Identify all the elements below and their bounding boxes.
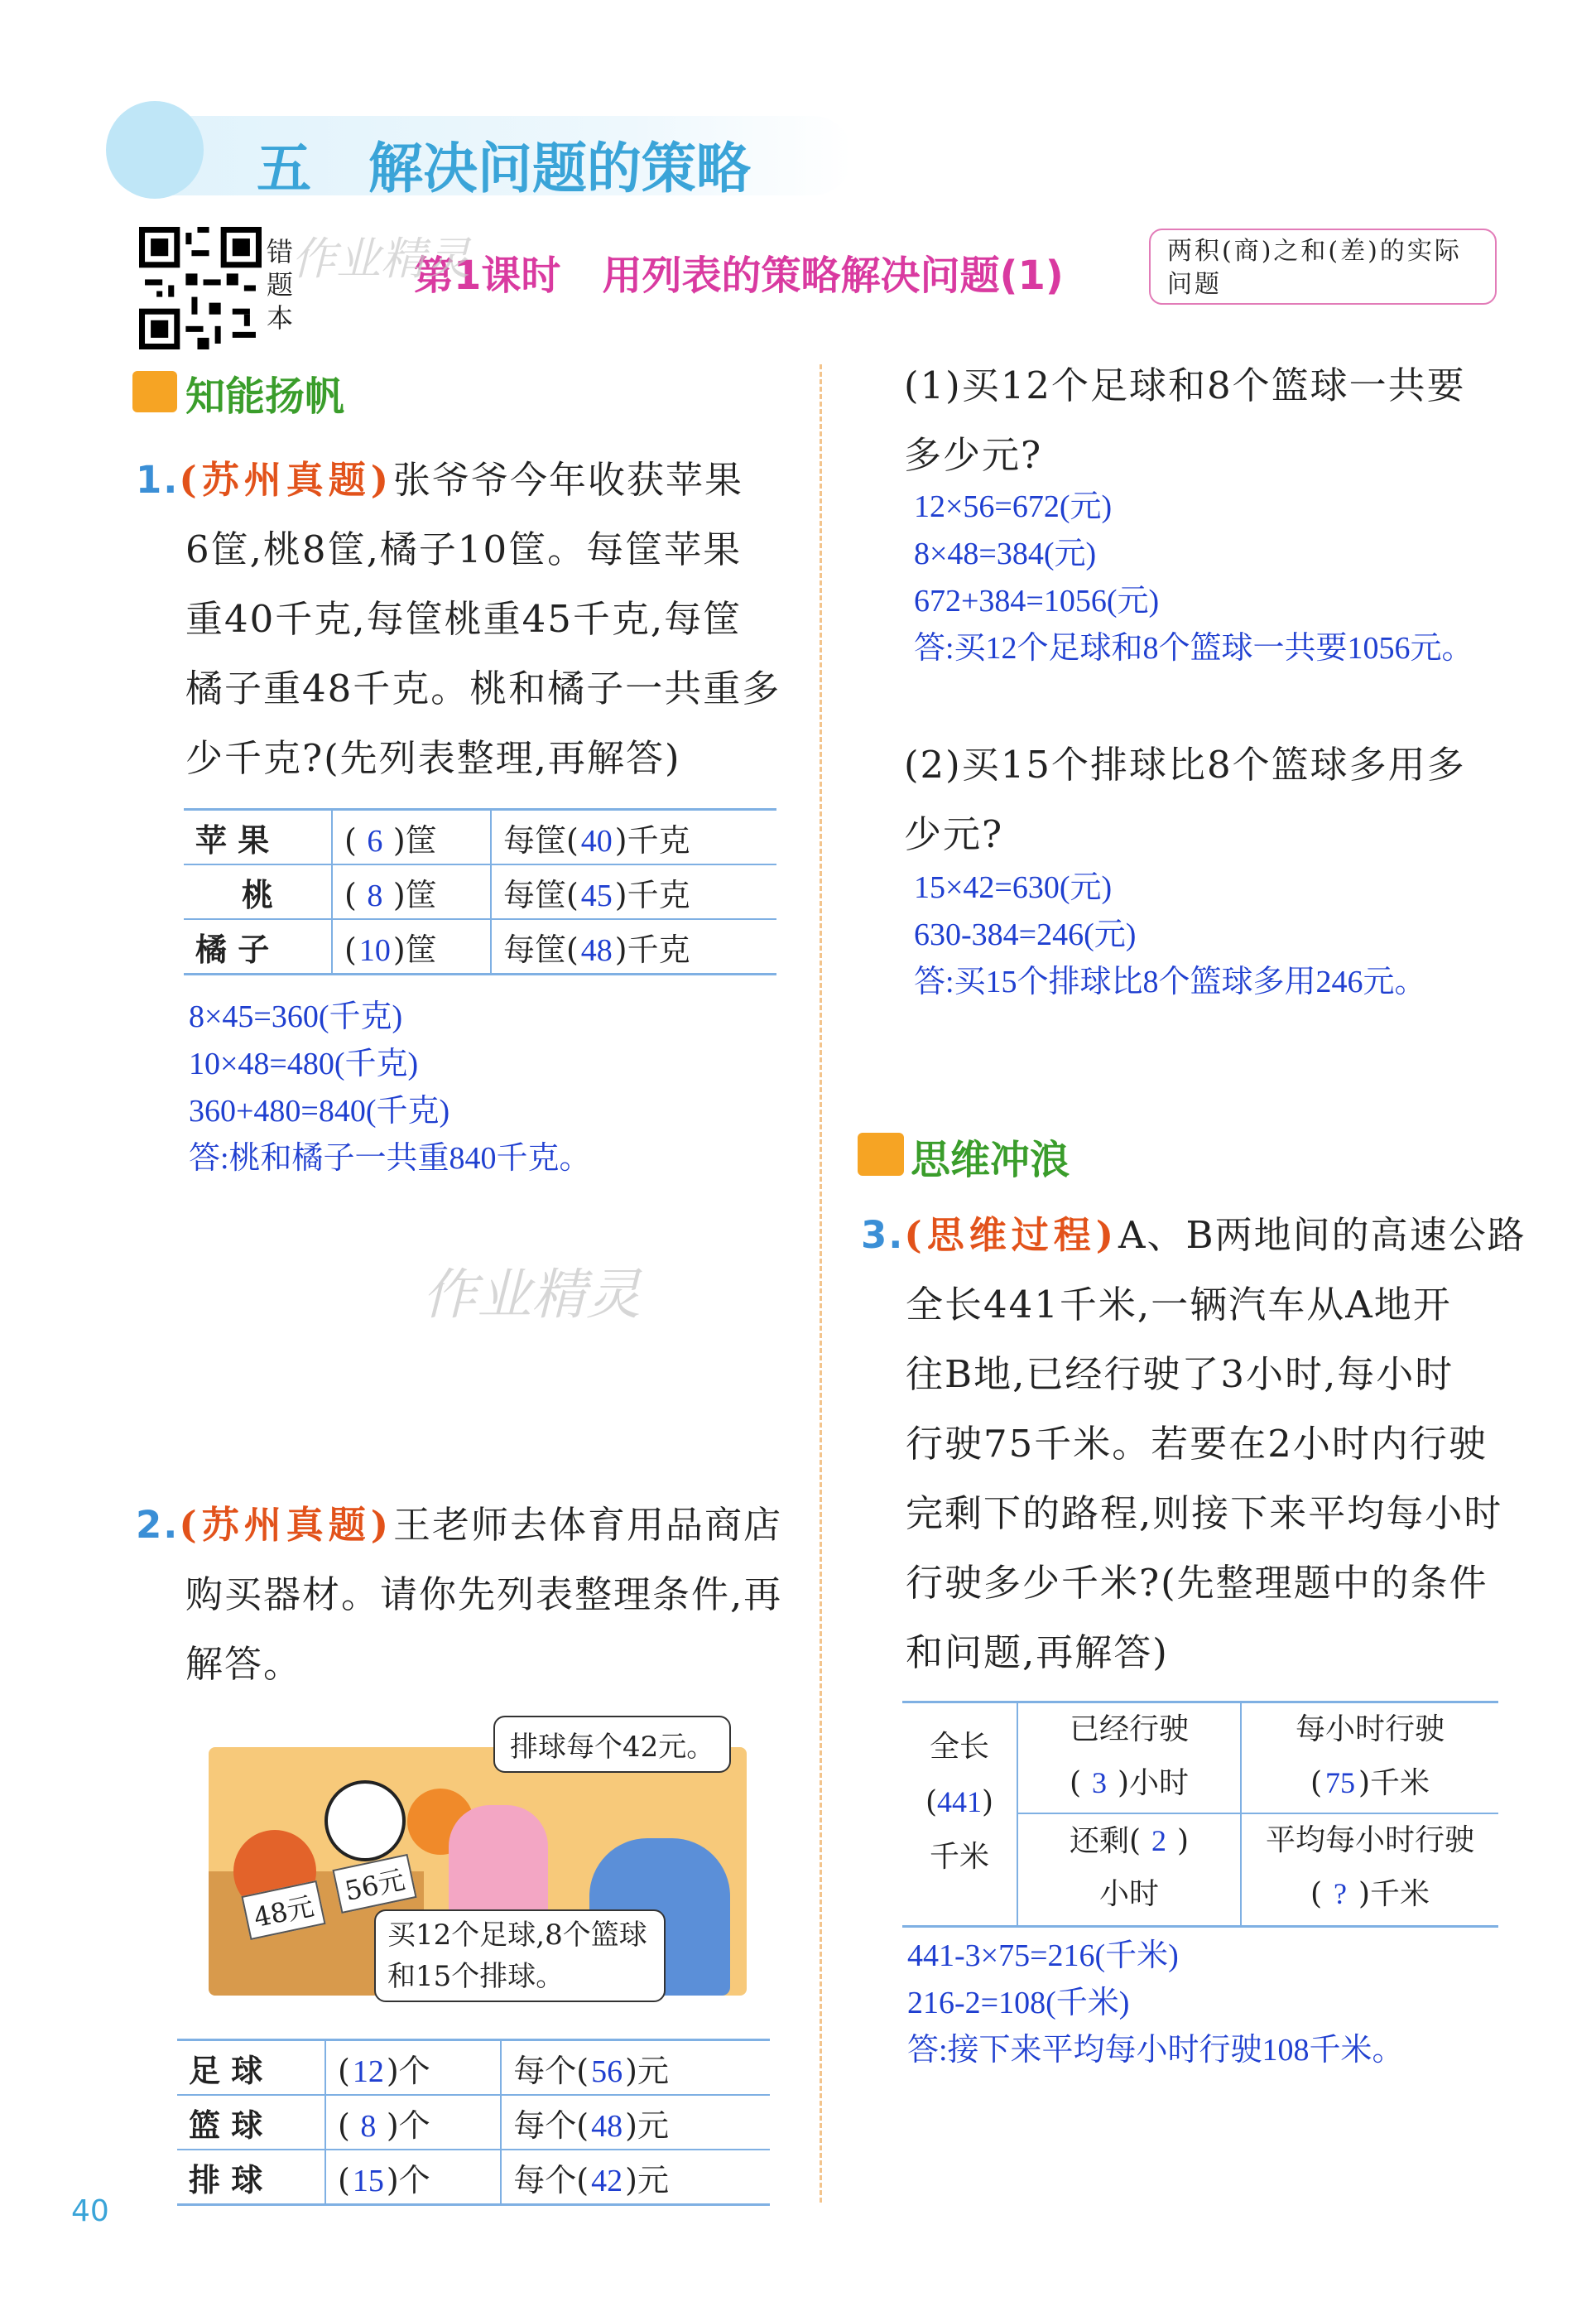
- q3-avg-cell: 平均每小时行驶 ( ? )千米: [1265, 1823, 1474, 1911]
- question-tag: (苏州真题): [179, 458, 393, 502]
- page-number: 40: [71, 2194, 109, 2228]
- section-icon-wave: [858, 1133, 904, 1176]
- football-icon: [324, 1780, 406, 1861]
- q2-part2: (2)买15个排球比8个篮球多用多 少元?: [904, 743, 1466, 856]
- lesson-title: 第1课时 用列表的策略解决问题(1): [414, 253, 1064, 299]
- table-row: 足 球 (12)个 每个(56)元: [177, 2040, 770, 2096]
- section-title-1: 知能扬帆: [185, 373, 345, 420]
- question-1: 1.(苏州真题)张爷爷今年收获苹果 6筐,桃8筐,橘子10筐。每筐苹果 重40千克,每筐桃重45千克,每筐 橘子重48千克。桃和橘子一共重多 少千克?(先列表整理,再解答): [136, 458, 781, 780]
- q3-answers: 441-3×75=216(千米) 216-2=108(千米) 答:接下来平均每小时行驶108千米。: [907, 1938, 1404, 2068]
- question-3: 3.(思维过程)A、B两地间的高速公路 全长441千米,一辆汽车从A地开 往B地,已经行驶了3小时,每小时 行驶75千米。若要在2小时内行驶 完剩下的路程,则接下来平均每小时 行驶多少千米?(先整理题中的条件 和问题,再解答): [861, 1213, 1526, 1674]
- q3-speed-cell: 每小时行驶 ( 75 )千米: [1242, 1703, 1498, 1814]
- price-tag-56: 56元: [332, 1854, 416, 1914]
- watermark-top: 作业精灵: [291, 233, 470, 285]
- qr-code-icon[interactable]: [139, 227, 262, 349]
- topic-note: 两积(商)之和(差)的实际问题: [1149, 229, 1497, 305]
- q3-remain-cell: 还剩( 2 ) 小时: [1018, 1814, 1242, 1925]
- unit-banner-circle: [106, 101, 204, 199]
- q2-part1-answers: 12×56=672(元) 8×48=384(元) 672+384=1056(元) 答:买12个足球和8个篮球一共要1056元。: [914, 489, 1473, 666]
- section-icon-sail: [132, 371, 177, 412]
- q2-table: [177, 2039, 770, 2206]
- speech-bubble-top: 排球每个42元。: [493, 1716, 731, 1773]
- q3-driven-cell: 已经行驶 ( 3 )小时: [1018, 1703, 1242, 1814]
- question-2: 2.(苏州真题)王老师去体育用品商店 购买器材。请你先列表整理条件,再 解答。: [136, 1503, 783, 1686]
- table-row: 橘 子 (10)筐 每筐(48)千克: [184, 919, 776, 975]
- section-title-2: 思维冲浪: [911, 1137, 1070, 1183]
- question-number: 1.: [136, 458, 180, 502]
- q3-total-cell: 全长 (441) 千米: [902, 1703, 1018, 1925]
- table-row: 苹 果 ( 6 )筐 每筐(40)千克: [184, 810, 776, 865]
- table-row: 排 球 (15)个 每个(42)元: [177, 2150, 770, 2205]
- price-tag-48: 48元: [241, 1880, 325, 1940]
- unit-title: 五 解决问题的策略: [257, 136, 751, 200]
- q2-part2-answers: 15×42=630(元) 630-384=246(元) 答:买15个排球比8个篮球多用246元。: [914, 870, 1426, 999]
- watermark-middle: 作业精灵: [422, 1263, 641, 1327]
- q1-table: [184, 808, 776, 975]
- speech-bubble-bottom: 买12个足球,8个篮球和15个排球。: [374, 1909, 666, 2002]
- table-row: 桃 ( 8 )筐 每筐(45)千克: [184, 864, 776, 919]
- q2-part1: (1)买12个足球和8个篮球一共要 多少元?: [904, 364, 1466, 477]
- q1-answers: 8×45=360(千克) 10×48=480(千克) 360+480=840(千克) 答:桃和橘子一共重840千克。: [189, 999, 591, 1176]
- qr-label: 错题本: [267, 236, 294, 334]
- table-row: 篮 球 ( 8 )个 每个(48)元: [177, 2095, 770, 2150]
- q3-table: [902, 1701, 1498, 1928]
- column-divider: [820, 364, 822, 2203]
